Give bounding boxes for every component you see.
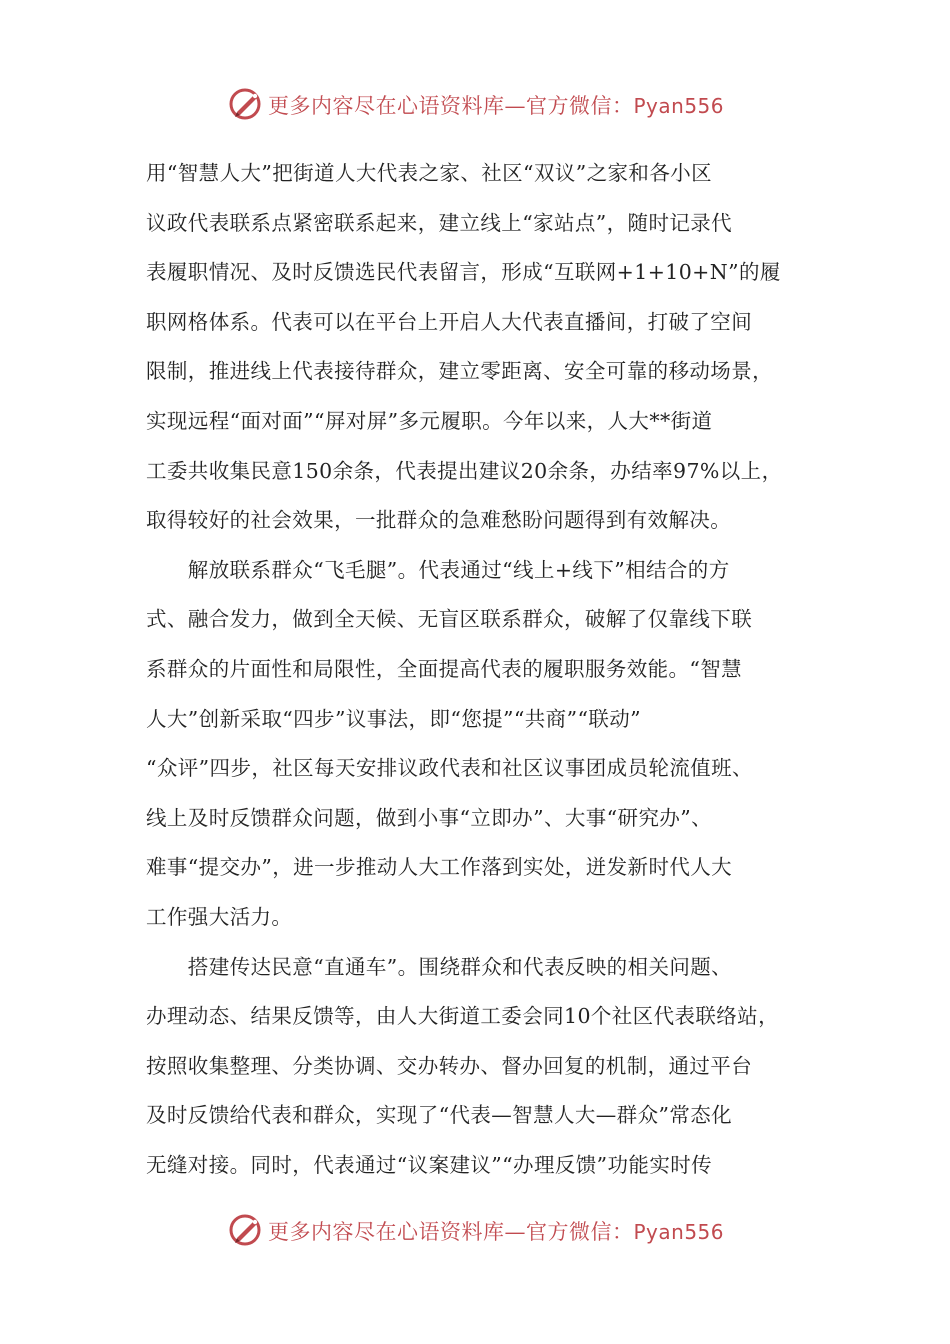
text-line: 职网格体系。代表可以在平台上开启人大代表直播间，打破了空间 <box>146 309 753 334</box>
paragraph-2 <box>146 546 826 943</box>
watermark-text <box>268 1216 724 1246</box>
text-line: 工委共收集民意150余条，代表提出建议20余条，办结率97%以上， <box>146 458 783 483</box>
paragraph-1 <box>146 149 826 546</box>
text-line: 线上及时反馈群众问题，做到小事“立即办”、大事“研究办”、 <box>146 805 713 830</box>
text-line: 无缝对接。同时，代表通过“议案建议”“办理反馈”功能实时传 <box>146 1152 713 1177</box>
text-line: 及时反馈给代表和群众，实现了“代表—智慧人大—群众”常态化 <box>146 1103 733 1128</box>
text-line: 按照收集整理、分类协调、交办转办、督办回复的机制，通过平台 <box>146 1053 753 1078</box>
text-line: 表履职情况、及时反馈选民代表留言，形成“互联网+1+10+N”的履 <box>146 260 781 285</box>
text-line: 系群众的片面性和局限性，全面提高代表的履职服务效能。“智慧 <box>146 656 743 681</box>
watermark-id: Pyan556 <box>633 94 725 118</box>
pen-logo-icon <box>228 86 264 122</box>
text-line: 限制，推进线上代表接待群众，建立零距离、安全可靠的移动场景， <box>146 359 773 384</box>
watermark-prefix: 更多内容尽在心语资料库—官方微信： <box>268 94 634 118</box>
text-line: 取得较好的社会效果，一批群众的急难愁盼问题得到有效解决。 <box>146 508 732 533</box>
header-watermark <box>0 84 950 124</box>
text-line: 办理动态、结果反馈等，由人大街道工委会同10个社区代表联络站， <box>146 1004 779 1029</box>
text-line: 用“智慧人大”把街道人大代表之家、社区“双议”之家和各小区 <box>146 161 713 185</box>
watermark-prefix: 更多内容尽在心语资料库—官方微信： <box>268 1220 634 1244</box>
document-body <box>146 149 826 1190</box>
text-line: 搭建传达民意“直通车”。围绕群众和代表反映的相关问题、 <box>146 954 733 979</box>
text-line: 难事“提交办”，进一步推动人大工作落到实处，迸发新时代人大 <box>146 855 733 880</box>
text-line: “众评”四步，社区每天安排议政代表和社区议事团成员轮流值班、 <box>146 756 753 781</box>
pen-logo-icon <box>228 1212 264 1248</box>
text-line: 人大”创新采取“四步”议事法，即“您提”“共商”“联动” <box>146 706 642 731</box>
paragraph-3 <box>146 943 826 1191</box>
text-line: 式、融合发力，做到全天候、无盲区联系群众，破解了仅靠线下联 <box>146 607 753 632</box>
text-line: 工作强大活力。 <box>146 904 293 929</box>
text-line: 议政代表联系点紧密联系起来，建立线上“家站点”，随时记录代 <box>146 210 733 235</box>
watermark-text <box>268 90 724 120</box>
text-line: 实现远程“面对面”“屏对屏”多元履职。今年以来，人大**街道 <box>146 408 713 433</box>
watermark-id: Pyan556 <box>633 1220 725 1244</box>
footer-watermark <box>0 1210 950 1250</box>
text-line: 解放联系群众“飞毛腿”。代表通过“线上+线下”相结合的方 <box>146 557 730 582</box>
